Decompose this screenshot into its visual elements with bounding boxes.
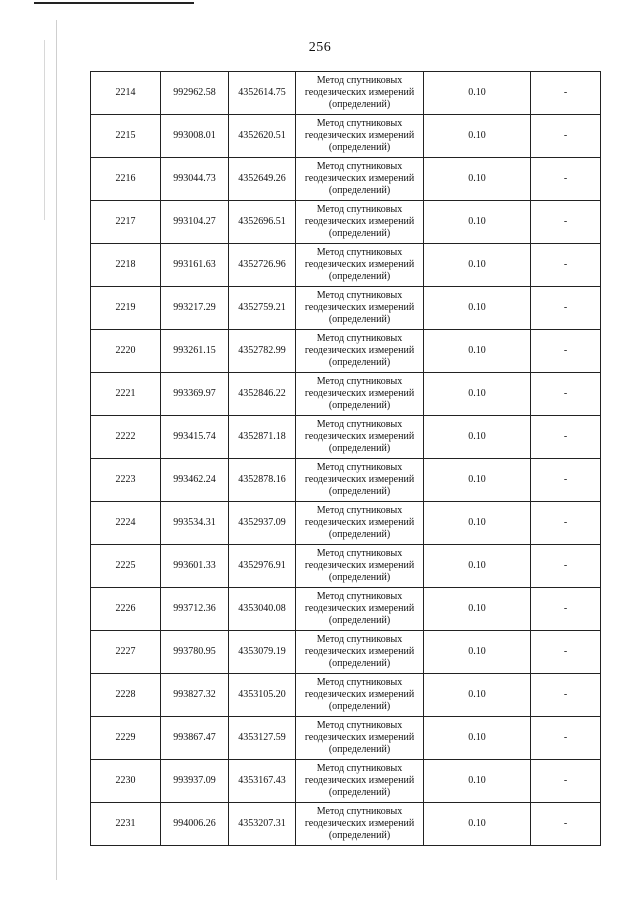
x-coordinate-cell: 993261.15 [161, 330, 229, 373]
accuracy-cell: 0.10 [424, 244, 531, 287]
x-coordinate-cell: 993827.32 [161, 674, 229, 717]
method-cell [296, 760, 424, 803]
note-cell: - [531, 115, 601, 158]
method-text-line: (определений) [328, 486, 391, 497]
note-cell: - [531, 717, 601, 760]
method-text-line: (определений) [328, 701, 391, 712]
method-text-line: геодезических измерений [304, 431, 415, 442]
point-number-cell: 2231 [91, 803, 161, 846]
y-coordinate-cell: 4352782.99 [229, 330, 296, 373]
method-cell [296, 459, 424, 502]
note-cell: - [531, 545, 601, 588]
y-coordinate-cell: 4352614.75 [229, 72, 296, 115]
table-row [91, 717, 601, 760]
y-coordinate-cell: 4352846.22 [229, 373, 296, 416]
method-cell [296, 158, 424, 201]
y-coordinate-cell: 4352937.09 [229, 502, 296, 545]
x-coordinate-cell: 993217.29 [161, 287, 229, 330]
table-row [91, 416, 601, 459]
y-coordinate-cell: 4352696.51 [229, 201, 296, 244]
method-cell [296, 72, 424, 115]
method-cell [296, 588, 424, 631]
scan-edge-line [56, 20, 57, 880]
method-cell [296, 115, 424, 158]
accuracy-cell: 0.10 [424, 373, 531, 416]
table-row [91, 588, 601, 631]
table-row [91, 674, 601, 717]
table-row [91, 631, 601, 674]
point-number-cell: 2230 [91, 760, 161, 803]
scan-top-rule [34, 2, 194, 4]
method-text-line: геодезических измерений [304, 560, 415, 571]
point-number-cell: 2224 [91, 502, 161, 545]
y-coordinate-cell: 4353207.31 [229, 803, 296, 846]
note-cell: - [531, 588, 601, 631]
method-text-line: (определений) [328, 357, 391, 368]
note-cell: - [531, 416, 601, 459]
y-coordinate-cell: 4352976.91 [229, 545, 296, 588]
y-coordinate-cell: 4352726.96 [229, 244, 296, 287]
method-text-line: геодезических измерений [304, 130, 415, 141]
y-coordinate-cell: 4353105.20 [229, 674, 296, 717]
table-row [91, 330, 601, 373]
note-cell: - [531, 631, 601, 674]
table-row [91, 72, 601, 115]
method-text-line: Метод спутниковых [316, 161, 403, 172]
table-row [91, 115, 601, 158]
note-cell: - [531, 244, 601, 287]
point-number-cell: 2217 [91, 201, 161, 244]
accuracy-cell: 0.10 [424, 201, 531, 244]
note-cell: - [531, 502, 601, 545]
method-text-line: (определений) [328, 615, 391, 626]
method-text-line: геодезических измерений [304, 818, 415, 829]
method-text-line: геодезических измерений [304, 173, 415, 184]
table-row [91, 803, 601, 846]
accuracy-cell: 0.10 [424, 416, 531, 459]
point-number-cell: 2228 [91, 674, 161, 717]
y-coordinate-cell: 4353040.08 [229, 588, 296, 631]
point-number-cell: 2215 [91, 115, 161, 158]
x-coordinate-cell: 993008.01 [161, 115, 229, 158]
x-coordinate-cell: 993712.36 [161, 588, 229, 631]
method-text-line: (определений) [328, 443, 391, 454]
note-cell: - [531, 803, 601, 846]
method-text-line: (определений) [328, 572, 391, 583]
method-text-line: (определений) [328, 744, 391, 755]
accuracy-cell: 0.10 [424, 330, 531, 373]
method-text-line: Метод спутниковых [316, 462, 403, 473]
table-row [91, 373, 601, 416]
y-coordinate-cell: 4353127.59 [229, 717, 296, 760]
method-cell [296, 717, 424, 760]
method-text-line: геодезических измерений [304, 345, 415, 356]
method-text-line: геодезических измерений [304, 732, 415, 743]
method-text-line: Метод спутниковых [316, 591, 403, 602]
method-cell [296, 373, 424, 416]
method-cell [296, 201, 424, 244]
x-coordinate-cell: 993601.33 [161, 545, 229, 588]
x-coordinate-cell: 993937.09 [161, 760, 229, 803]
note-cell: - [531, 459, 601, 502]
page-number: 256 [308, 40, 332, 55]
table-row [91, 459, 601, 502]
method-text-line: Метод спутниковых [316, 118, 403, 129]
x-coordinate-cell: 993867.47 [161, 717, 229, 760]
method-cell [296, 416, 424, 459]
point-number-cell: 2219 [91, 287, 161, 330]
y-coordinate-cell: 4352649.26 [229, 158, 296, 201]
method-text-line: Метод спутниковых [316, 806, 403, 817]
accuracy-cell: 0.10 [424, 72, 531, 115]
scan-edge-line-short [44, 40, 45, 220]
method-text-line: геодезических измерений [304, 87, 415, 98]
method-text-line: геодезических измерений [304, 302, 415, 313]
note-cell: - [531, 373, 601, 416]
method-text-line: Метод спутниковых [316, 75, 403, 86]
coordinates-table [90, 71, 601, 846]
x-coordinate-cell: 993534.31 [161, 502, 229, 545]
point-number-cell: 2223 [91, 459, 161, 502]
note-cell: - [531, 674, 601, 717]
table-row [91, 244, 601, 287]
accuracy-cell: 0.10 [424, 717, 531, 760]
method-text-line: (определений) [328, 529, 391, 540]
method-text-line: (определений) [328, 99, 391, 110]
method-text-line: Метод спутниковых [316, 634, 403, 645]
y-coordinate-cell: 4352871.18 [229, 416, 296, 459]
method-text-line: (определений) [328, 658, 391, 669]
method-text-line: геодезических измерений [304, 646, 415, 657]
x-coordinate-cell: 993780.95 [161, 631, 229, 674]
y-coordinate-cell: 4352878.16 [229, 459, 296, 502]
accuracy-cell: 0.10 [424, 158, 531, 201]
accuracy-cell: 0.10 [424, 459, 531, 502]
accuracy-cell: 0.10 [424, 115, 531, 158]
method-text-line: (определений) [328, 314, 391, 325]
method-text-line: геодезических измерений [304, 775, 415, 786]
point-number-cell: 2222 [91, 416, 161, 459]
y-coordinate-cell: 4353167.43 [229, 760, 296, 803]
table-row [91, 760, 601, 803]
x-coordinate-cell: 993104.27 [161, 201, 229, 244]
table-row [91, 158, 601, 201]
point-number-cell: 2221 [91, 373, 161, 416]
accuracy-cell: 0.10 [424, 545, 531, 588]
accuracy-cell: 0.10 [424, 502, 531, 545]
method-text-line: (определений) [328, 271, 391, 282]
method-text-line: Метод спутниковых [316, 290, 403, 301]
note-cell: - [531, 760, 601, 803]
method-text-line: Метод спутниковых [316, 763, 403, 774]
x-coordinate-cell: 992962.58 [161, 72, 229, 115]
accuracy-cell: 0.10 [424, 674, 531, 717]
point-number-cell: 2218 [91, 244, 161, 287]
method-text-line: геодезических измерений [304, 388, 415, 399]
method-text-line: Метод спутниковых [316, 247, 403, 258]
method-cell [296, 803, 424, 846]
coordinates-table-body [91, 72, 601, 846]
x-coordinate-cell: 993369.97 [161, 373, 229, 416]
x-coordinate-cell: 993044.73 [161, 158, 229, 201]
y-coordinate-cell: 4352620.51 [229, 115, 296, 158]
accuracy-cell: 0.10 [424, 760, 531, 803]
accuracy-cell: 0.10 [424, 631, 531, 674]
method-text-line: геодезических измерений [304, 259, 415, 270]
accuracy-cell: 0.10 [424, 588, 531, 631]
note-cell: - [531, 158, 601, 201]
point-number-cell: 2225 [91, 545, 161, 588]
table-row [91, 287, 601, 330]
method-cell [296, 545, 424, 588]
y-coordinate-cell: 4353079.19 [229, 631, 296, 674]
method-text-line: геодезических измерений [304, 689, 415, 700]
method-cell [296, 674, 424, 717]
method-text-line: геодезических измерений [304, 474, 415, 485]
table-row [91, 502, 601, 545]
method-text-line: (определений) [328, 400, 391, 411]
method-text-line: (определений) [328, 830, 391, 841]
method-text-line: (определений) [328, 228, 391, 239]
method-text-line: (определений) [328, 787, 391, 798]
method-text-line: Метод спутниковых [316, 376, 403, 387]
note-cell: - [531, 330, 601, 373]
method-text-line: геодезических измерений [304, 603, 415, 614]
method-cell [296, 287, 424, 330]
point-number-cell: 2220 [91, 330, 161, 373]
method-cell [296, 631, 424, 674]
accuracy-cell: 0.10 [424, 287, 531, 330]
method-cell [296, 330, 424, 373]
point-number-cell: 2216 [91, 158, 161, 201]
point-number-cell: 2229 [91, 717, 161, 760]
table-row [91, 545, 601, 588]
note-cell: - [531, 287, 601, 330]
table-row [91, 201, 601, 244]
point-number-cell: 2226 [91, 588, 161, 631]
note-cell: - [531, 72, 601, 115]
method-text-line: Метод спутниковых [316, 204, 403, 215]
method-text-line: Метод спутниковых [316, 419, 403, 430]
point-number-cell: 2227 [91, 631, 161, 674]
method-text-line: Метод спутниковых [316, 333, 403, 344]
method-text-line: Метод спутниковых [316, 505, 403, 516]
accuracy-cell: 0.10 [424, 803, 531, 846]
method-text-line: Метод спутниковых [316, 677, 403, 688]
y-coordinate-cell: 4352759.21 [229, 287, 296, 330]
x-coordinate-cell: 994006.26 [161, 803, 229, 846]
point-number-cell: 2214 [91, 72, 161, 115]
x-coordinate-cell: 993462.24 [161, 459, 229, 502]
method-text-line: геодезических измерений [304, 216, 415, 227]
method-cell [296, 244, 424, 287]
method-text-line: Метод спутниковых [316, 548, 403, 559]
note-cell: - [531, 201, 601, 244]
method-text-line: геодезических измерений [304, 517, 415, 528]
method-cell [296, 502, 424, 545]
method-text-line: (определений) [328, 142, 391, 153]
x-coordinate-cell: 993415.74 [161, 416, 229, 459]
method-text-line: Метод спутниковых [316, 720, 403, 731]
method-text-line: (определений) [328, 185, 391, 196]
x-coordinate-cell: 993161.63 [161, 244, 229, 287]
